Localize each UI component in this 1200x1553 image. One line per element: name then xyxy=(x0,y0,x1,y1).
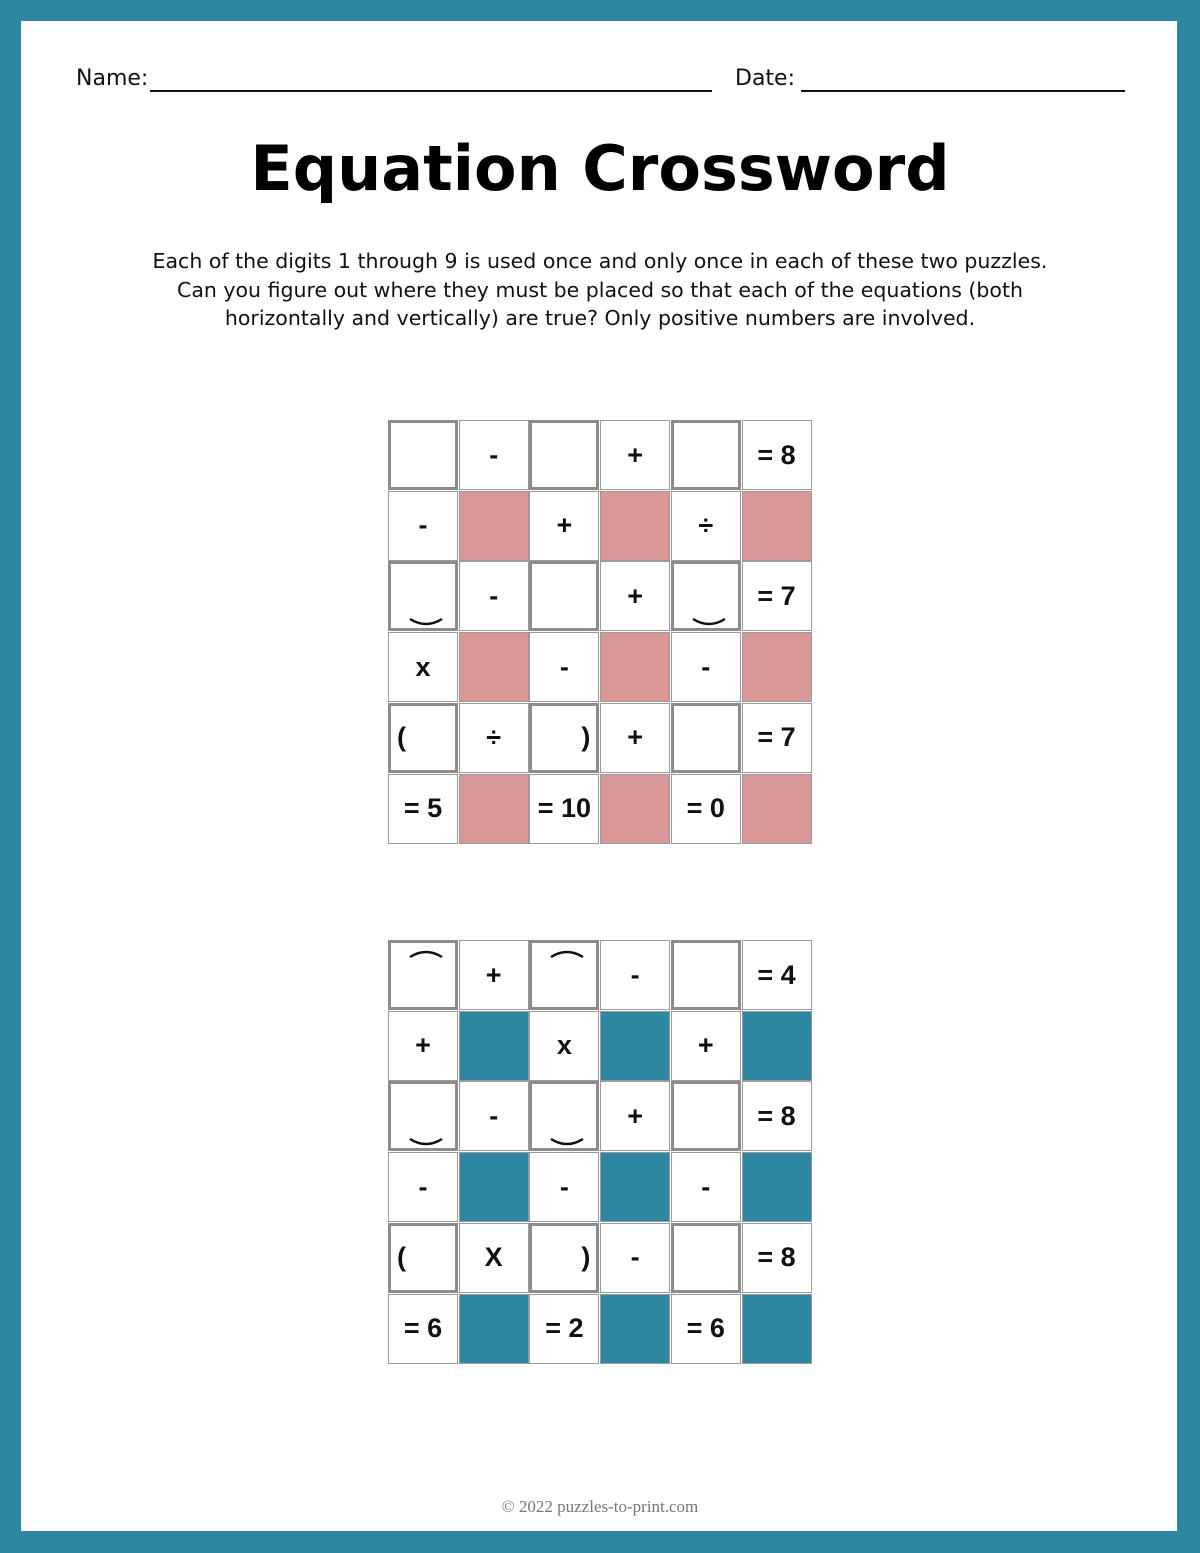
operator-cell xyxy=(529,632,599,702)
bracket-arc-path xyxy=(551,1139,583,1144)
operator-cell xyxy=(529,1011,599,1081)
name-label: Name: xyxy=(76,66,149,91)
shaded-cell xyxy=(600,491,670,561)
result-cell xyxy=(742,1081,812,1151)
operator-cell xyxy=(459,940,529,1010)
puzzle-grid-1 xyxy=(388,420,812,844)
operator-symbol: - xyxy=(630,1242,640,1273)
bottom-bracket-arc xyxy=(532,1084,602,1154)
answer-cell[interactable] xyxy=(671,1223,741,1293)
operator-cell xyxy=(600,1081,670,1151)
result-cell xyxy=(742,1223,812,1293)
answer-cell[interactable] xyxy=(529,1223,599,1293)
result-cell xyxy=(529,774,599,844)
shaded-cell xyxy=(742,491,812,561)
operator-cell xyxy=(600,420,670,490)
bracket-arc-path xyxy=(551,952,583,957)
result-cell xyxy=(671,774,741,844)
open-paren: ( xyxy=(397,1241,406,1272)
date-line[interactable] xyxy=(801,90,1125,92)
shaded-cell xyxy=(600,1152,670,1222)
answer-cell[interactable] xyxy=(388,1223,458,1293)
shaded-cell xyxy=(459,491,529,561)
date-label: Date: xyxy=(735,66,795,91)
operator-symbol: + xyxy=(627,722,643,753)
shaded-cell xyxy=(742,1011,812,1081)
result-cell xyxy=(742,420,812,490)
shaded-cell xyxy=(742,1152,812,1222)
operator-cell xyxy=(671,491,741,561)
operator-cell xyxy=(600,561,670,631)
answer-cell[interactable] xyxy=(671,420,741,490)
result-value: = 4 xyxy=(757,959,796,990)
answer-cell[interactable] xyxy=(671,1081,741,1151)
result-cell xyxy=(742,561,812,631)
result-cell xyxy=(388,774,458,844)
result-value: = 7 xyxy=(757,722,796,753)
operator-cell xyxy=(388,1152,458,1222)
copyright-footer: © 2022 puzzles-to-print.com xyxy=(501,1497,699,1516)
operator-cell xyxy=(671,632,741,702)
result-value: = 7 xyxy=(757,580,796,611)
operator-cell xyxy=(600,703,670,773)
operator-cell xyxy=(388,632,458,702)
operator-symbol: + xyxy=(627,580,643,611)
shaded-cell xyxy=(600,1011,670,1081)
operator-symbol: x xyxy=(556,1030,572,1061)
shaded-cell xyxy=(459,632,529,702)
instructions-line: Each of the digits 1 through 9 is used once and only once in each of these two puzzles. xyxy=(152,249,1048,273)
result-cell xyxy=(742,703,812,773)
result-value: = 8 xyxy=(757,1100,796,1131)
answer-cell[interactable] xyxy=(388,420,458,490)
operator-cell xyxy=(459,1081,529,1151)
answer-cell[interactable] xyxy=(671,561,741,631)
answer-cell[interactable] xyxy=(388,1081,458,1151)
operator-cell xyxy=(529,1152,599,1222)
operator-symbol: + xyxy=(627,1100,643,1131)
operator-cell xyxy=(388,491,458,561)
shaded-cell xyxy=(742,1294,812,1364)
operator-cell xyxy=(600,1223,670,1293)
operator-cell xyxy=(671,1011,741,1081)
answer-cell[interactable] xyxy=(529,1081,599,1151)
operator-symbol: - xyxy=(701,651,711,682)
operator-cell xyxy=(459,703,529,773)
answer-cell[interactable] xyxy=(388,561,458,631)
shaded-cell xyxy=(600,1294,670,1364)
result-value: = 8 xyxy=(757,1242,796,1273)
operator-symbol: + xyxy=(415,1030,431,1061)
operator-symbol: + xyxy=(627,439,643,470)
instructions-line: Can you figure out where they must be placed so that each of the equations (both xyxy=(177,277,1023,302)
top-bracket-arc xyxy=(391,943,461,1013)
answer-cell[interactable] xyxy=(529,940,599,1010)
operator-cell xyxy=(671,1152,741,1222)
answer-cell[interactable] xyxy=(529,703,599,773)
instructions-line: horizontally and vertically) are true? Only positive numbers are involved. xyxy=(224,306,976,330)
result-value: = 6 xyxy=(686,1313,725,1343)
result-cell xyxy=(388,1294,458,1364)
page-title: Equation Crossword xyxy=(250,132,950,205)
result-value: = 10 xyxy=(537,793,592,823)
shaded-cell xyxy=(600,632,670,702)
puzzle-grid-2 xyxy=(388,940,812,1364)
answer-cell[interactable] xyxy=(388,940,458,1010)
operator-symbol: ÷ xyxy=(486,722,502,753)
shaded-cell xyxy=(600,774,670,844)
operator-symbol: - xyxy=(489,580,499,611)
name-line[interactable] xyxy=(150,90,712,92)
operator-symbol: - xyxy=(418,510,428,541)
operator-symbol: - xyxy=(559,651,569,682)
operator-cell xyxy=(459,561,529,631)
result-value: = 6 xyxy=(403,1313,443,1343)
answer-cell[interactable] xyxy=(529,561,599,631)
bracket-arc-path xyxy=(410,1139,442,1144)
answer-cell[interactable] xyxy=(388,703,458,773)
operator-symbol: - xyxy=(489,1100,499,1131)
instructions xyxy=(90,247,1110,333)
answer-cell[interactable] xyxy=(529,420,599,490)
shaded-cell xyxy=(459,1152,529,1222)
result-cell xyxy=(671,1294,741,1364)
operator-symbol: - xyxy=(701,1171,711,1202)
bracket-arc-path xyxy=(693,619,725,624)
answer-cell[interactable] xyxy=(671,703,741,773)
result-cell xyxy=(529,1294,599,1364)
operator-symbol: - xyxy=(559,1171,569,1202)
operator-symbol: x xyxy=(415,651,431,682)
shaded-cell xyxy=(742,632,812,702)
operator-symbol: + xyxy=(556,510,573,541)
result-value: = 8 xyxy=(757,439,796,470)
answer-cell[interactable] xyxy=(671,940,741,1010)
operator-symbol: - xyxy=(489,439,499,470)
bracket-arc-path xyxy=(410,952,442,957)
shaded-cell xyxy=(459,1294,529,1364)
operator-cell xyxy=(388,1011,458,1081)
close-paren: ) xyxy=(581,721,591,752)
bottom-bracket-arc xyxy=(391,564,461,634)
operator-cell xyxy=(600,940,670,1010)
operator-symbol: + xyxy=(697,1030,714,1061)
shaded-cell xyxy=(459,1011,529,1081)
result-value: = 2 xyxy=(545,1313,584,1343)
result-value: = 5 xyxy=(403,793,443,823)
open-paren: ( xyxy=(397,721,406,752)
result-cell xyxy=(742,940,812,1010)
bottom-bracket-arc xyxy=(391,1084,461,1154)
top-bracket-arc xyxy=(532,943,602,1013)
shaded-cell xyxy=(742,774,812,844)
operator-symbol: X xyxy=(484,1242,503,1273)
close-paren: ) xyxy=(581,1241,591,1272)
operator-cell xyxy=(529,491,599,561)
bracket-arc-path xyxy=(410,619,442,624)
operator-symbol: ÷ xyxy=(698,510,714,541)
operator-cell xyxy=(459,420,529,490)
operator-symbol: - xyxy=(418,1171,428,1202)
operator-symbol: + xyxy=(485,959,502,990)
result-value: = 0 xyxy=(686,793,725,823)
operator-cell xyxy=(459,1223,529,1293)
shaded-cell xyxy=(459,774,529,844)
bottom-bracket-arc xyxy=(674,564,744,634)
operator-symbol: - xyxy=(630,959,640,990)
